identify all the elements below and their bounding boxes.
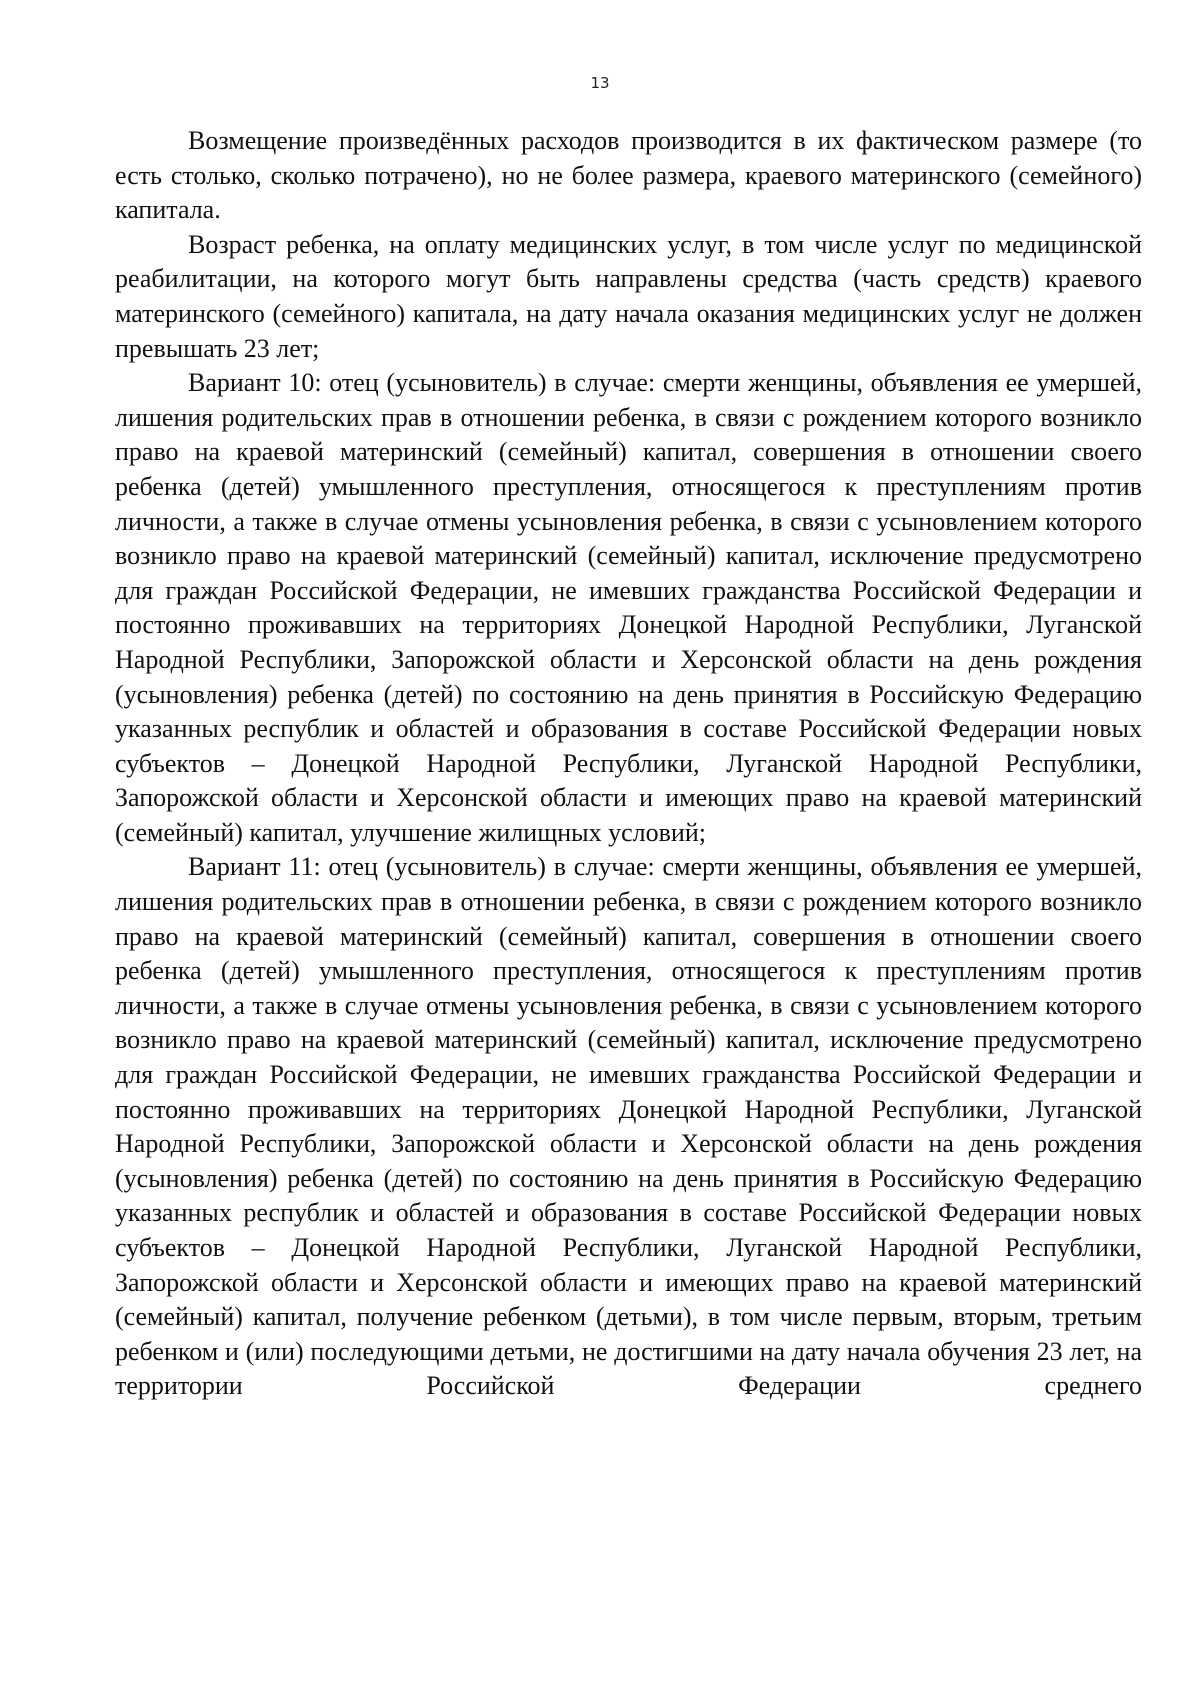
document-body — [115, 124, 1142, 1404]
paragraph-variant-11: Вариант 11: отец (усыновитель) в случае: смерти женщины, объявления ее умершей, лишения родительских прав в отношении ребенка, в связи с рождением которого возникло право на краевой материнский (семейный) капитал, совершения в отношении своего ребенка (детей) умышленного преступления, относящегося к преступлениям против личности, а также в случае отмены усыновления ребенка, в связи с усыновлением которого возникло право на краевой материнский (семейный) капитал, исключение предусмотрено для граждан Российской Федерации, не имевших гражданства Российской Федерации и постоянно проживавших на территориях Донецкой Народной Республики, Луганской Народной Республики, Запорожской области и Херсонской области на день рождения (усыновления) ребенка (детей) по состоянию на день принятия в Российскую Федерацию указанных республик и областей и образования в составе Российской Федерации новых субъектов – Донецкой Народной Республики, Луганской Народной Республики, Запорожской области и Херсонской области и имеющих право на краевой материнский (семейный) капитал, получение ребенком (детьми), в том числе первым, вторым, третьим ребенком и (или) последующими детьми, не достигшими на дату начала обучения 23 лет, на территории Российской Федерации среднего — [115, 852, 1142, 1401]
page-number: 13 — [590, 74, 610, 92]
paragraph-child-age-medical: Возраст ребенка, на оплату медицинских услуг, в том числе услуг по медицинской реабилитации, на которого могут быть направлены средства (часть средств) краевого материнского (семейного) капитала, на дату начала оказания медицинских услуг не должен превышать 23 лет; — [115, 229, 1142, 363]
paragraph-variant-10: Вариант 10: отец (усыновитель) в случае: смерти женщины, объявления ее умершей, лишения родительских прав в отношении ребенка, в связи с рождением которого возникло право на краевой материнский (семейный) капитал, совершения в отношении своего ребенка (детей) умышленного преступления, относящегося к преступлениям против личности, а также в случае отмены усыновления ребенка, в связи с усыновлением которого возникло право на краевой материнский (семейный) капитал, исключение предусмотрено для граждан Российской Федерации, не имевших гражданства Российской Федерации и постоянно проживавших на территориях Донецкой Народной Республики, Луганской Народной Республики, Запорожской области и Херсонской области на день рождения (усыновления) ребенка (детей) по состоянию на день принятия в Российскую Федерацию указанных республик и областей и образования в составе Российской Федерации новых субъектов – Донецкой Народной Республики, Луганской Народной Республики, Запорожской области и Херсонской области и имеющих право на краевой материнский (семейный) капитал, улучшение жилищных условий; — [115, 368, 1142, 847]
paragraph-expense-reimbursement: Возмещение произведённых расходов производится в их фактическом размере (то есть столько, сколько потрачено), но не более размера, краевого материнского (семейного) капитала. — [115, 126, 1142, 225]
